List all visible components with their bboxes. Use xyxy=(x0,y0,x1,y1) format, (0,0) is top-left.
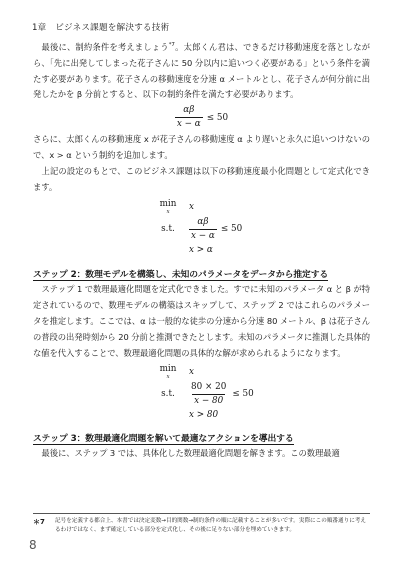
fraction-denominator: x − α xyxy=(191,230,215,241)
inequality: ≤ 50 xyxy=(206,112,229,123)
fraction xyxy=(189,217,217,242)
section-heading-step3: ステップ 3：数理最適化問題を解いて最適なアクションを導出する xyxy=(33,431,294,445)
footnote-reference[interactable]: *7 xyxy=(168,42,175,49)
objective: x xyxy=(189,202,194,213)
optimization-problem-general xyxy=(153,199,370,257)
min-operator: min x xyxy=(159,199,177,216)
min-subscript: x xyxy=(166,209,170,216)
optimization-problem-concrete xyxy=(153,364,370,422)
subject-to-label: s.t. xyxy=(161,224,175,235)
paragraph-additional-constraint: さらに、太郎くんの移動速度 x が花子さんの移動速度 α より遅いと永久に追いつけないので、x > α という制約を追加します。 xyxy=(33,134,370,160)
fraction-numerator: αβ xyxy=(183,105,195,116)
paragraph-step3: 最後に、ステップ 3 では、具体化した数理最適化問題を解きます。この数理最適 xyxy=(41,448,340,459)
constraint-formula xyxy=(33,105,370,130)
objective: x xyxy=(189,367,194,378)
paragraph-formulation: 上記の設定のもとで、このビジネス課題は以下の移動速度最小化問題として定式化できます。 xyxy=(33,165,370,192)
fraction-denominator: x − 80 xyxy=(194,395,224,406)
inequality: ≤ 50 xyxy=(232,389,254,400)
footnote-divider xyxy=(33,513,370,514)
paragraph-constraints xyxy=(33,40,370,103)
page-number: 8 xyxy=(29,538,37,552)
paragraph-step2: ステップ 1 で数理最適化問題を定式化できました。すでに未知のパラメータ α と β が特定されているので、数理モデルの構築はスキップして、ステップ 2 ではこれらのパラメータを推定します。ここでは、α は一般的な徒歩の分速から分速 80 メートル、β は花子さんの普段の出発時刻から 20 分前と推測できたとします。未知のパラメータに推測した具体的な値を代入することで、数理最適化問題の具体的な解が求められるようになります。 xyxy=(33,284,370,358)
subject-to-label: s.t. xyxy=(161,389,175,400)
page-content xyxy=(33,40,370,462)
paragraph-text: 。太郎くん君は、できるだけ移動速度を落としながら、「先に出発してしまった花子さんに 50 分以内に追いつく必要がある」という条件を満たす必要があります。花子さんの移動速度を分速 α メートルとし、花子さんが何分前に出発したかを β 分前とすると、以下の制約条件を満たす必要があります。 xyxy=(33,42,370,100)
footnote-text: 記号を定義する都合上、本書では決定変数→目的関数→制約条件の順に記載することが多いです。実際にこの順番通りに考えるわけではなく、まず確定している部分を定式化し、その後に足りない部分を埋めていきます。 xyxy=(55,518,366,533)
footnote-mark: ＊7 xyxy=(33,518,45,526)
fraction-numerator: 80 × 20 xyxy=(191,381,227,392)
fraction xyxy=(189,382,228,407)
constraint: x > 80 xyxy=(189,410,219,421)
inequality: ≤ 50 xyxy=(220,224,243,235)
paragraph-text: 最後に、制約条件を考えましょう xyxy=(41,42,169,52)
fraction-numerator: αβ xyxy=(197,216,209,227)
section-heading-step2: ステップ 2：数理モデルを構築し、未知のパラメータをデータから推定する xyxy=(33,267,328,281)
constraint: x > α xyxy=(189,245,213,256)
fraction-denominator: x − α xyxy=(176,119,201,130)
running-head: 1章 ビジネス課題を解決する技術 xyxy=(32,23,170,33)
fraction xyxy=(175,105,203,130)
footnote xyxy=(33,517,370,535)
min-subscript: x xyxy=(166,374,170,381)
min-operator: min x xyxy=(159,364,177,381)
